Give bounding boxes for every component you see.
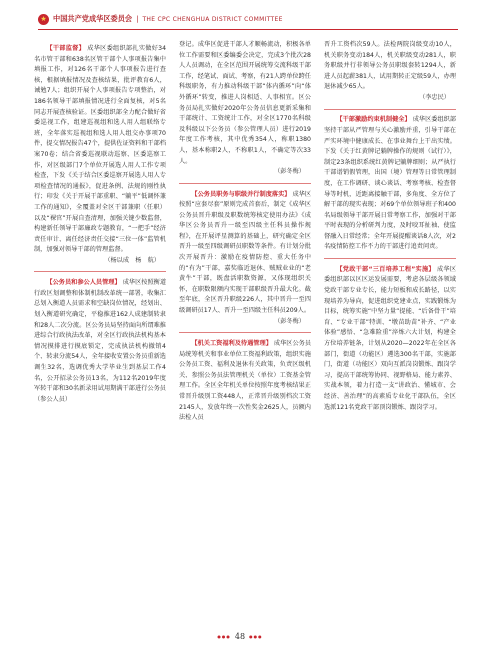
section-heading: 【干部激励约束机制健全】 [336, 116, 411, 124]
article-columns [34, 40, 456, 620]
party-emblem-icon [38, 14, 49, 25]
section-body: 成华区公务员局统筹机关和事业单位工资福利政策，组织实施公务员工资、福利及退休有关政策，负责区级机关、参照公务员法管理机关（单位）工资基金管理工作。全区全年机关单位按照年度考核结果正常晋升级别工资448人，正常晋升级别档次工资2145人，发放年终一次性奖金2625人，员额内法检人员 [179, 340, 311, 422]
section-divider [324, 109, 456, 110]
author-signature: （李忠民） [419, 93, 450, 101]
section-divider [34, 271, 166, 272]
section-divider [324, 258, 456, 259]
header-divider [38, 29, 458, 30]
section-heading: 【公务员职务与职级并行制度落实】 [191, 190, 291, 198]
section-divider [179, 183, 311, 184]
section-paragraph [34, 44, 166, 256]
section-body: 成华区按照衡道行政区划调整和体制机制改革统一部署，收集汇总划入衡道人员需求和空缺岗位情况，经划出、划入衡道研究确定，平稳推进162人成建制转隶和28人二次分流。区公务员局坚持面向所谓难推进综合行政执法改革，对全区行政执法机构基本情况摸排进行摸底锁定，完成执法机构撤销4个、转隶分流54人，全年接收安置公务员重新选调生32名，选调优秀大学毕业生到基层工作4名，公开招录公务员13名，为112名2019年度军转干部和30名新录用试用期满干部进行公务员（参公人员） [34, 279, 166, 403]
section-paragraph [324, 115, 456, 253]
page-number: 48 [234, 632, 246, 641]
section-heading: 【干部监督】 [46, 45, 86, 52]
section-paragraph [34, 278, 166, 405]
section-divider [179, 332, 311, 333]
continued-paragraph: 登记。成华区促进干部人才顺畅流动，积极各单位工作需要和区委编委会决定，完成3个批次28人人员调动，在全区范围开展统筹交流科级干部工作，经笔试、面试、考察，有21人跨单位跨任科级职务，有力推动科级干部“体内循环”向“体外循环”转变，推进人岗相适、人事相宜。区公务员局扎实做好2020年公务员信息更新采集和干部统计、工资统计工作，对全区1770名科级及科级以下公务员（参公管理人员）进行2019年度工作考核，其中优秀354人，称职1380人，基本称职2人，不称职1人，不确定等次33人。 [179, 41, 311, 165]
section-heading: 【机关工资福利及待遇管理】 [191, 340, 272, 348]
section-body: 成华区委组织部以区区运发展需要，考虑各层级各领域党政干部专业专长，能力短板和成长路径，以实现培养为导向，促进组织党建业点，实践锻炼为目标，统筹实施“中坚力量”提能、“后备骨干”培育、“专业干部”特训、“墩苗助苗”补齐、“产业体验”感悟、“急难险重”淬炼六大计划，构建全方位培养链条，计划从2020—2022年在全区各部门，街道（功能区）遴选300名干部，实施部门，街道（功能区）双向互派岗岗锻炼、跟岗学习，提高干部统筹协同、视野格局、能力素养、实战本领，着力打造一支“讲政治、懂城市、会经济、善治理”的高素质专业化干部队伍，全区选派121名党政干部顶岗锻炼、跟岗学习。 [324, 265, 456, 411]
author-signature: （杨以成 杨 航） [104, 256, 160, 264]
page-footer [0, 632, 480, 641]
section-body: 成华区委组织部扎实做好34名市管干部和638名区管干部个人事项报告集中填报工作，对126名干部个人事项报告进行查核，根据填报情况及查核结果，批评教育6人，诫勉7人；组织开展个人事项报告专项整治，对186名领导干部填报情况进行全面复核，对5名同志开展查核验证。区委组织部全力配合做好省委巡视工作，组建巡视组和选人用人组联络专班，全年落实巡视组和选人用人组交办事项70件，提交情况报告47个，提供佐证资料和干部档案70卷；结合省委巡视联动巡察、区委巡察工作，对区级部门7个单位开展选人用人工作专项检查，下发《关于结合区委巡察开展选人用人专项检查情况的通报》，促进条例、法规的刚性执行；印发《关于开展干部重职、“躺平”低调怀兼工作的通知》，全覆盖对全区干部兼职（任职）以及“裸官”开展自查清理，加强关键少数监督，构建新任领导干部廉政专题教育，“一把手”经济责任审计、离任经济责任交接“三位一体”监管机制，加强对领导干部的管理监督。 [34, 45, 166, 254]
section-heading: 【公务员和参公人员管理】 [46, 279, 121, 287]
footer-ornament-left: ●●● [217, 634, 231, 639]
text-column-1 [34, 40, 166, 620]
continued-paragraph: 晋升工资档次59人。法检两院岗级变动10人，机关职务变动184人，机关职级变动281人，职务职级并行非领导公务员职级套转1294人，新进人员起薪381人，试用期转正定级59人，办理退休减少65人。 [324, 41, 456, 91]
section-paragraph [179, 190, 311, 317]
section-body: 成华区按照“应套尽套”原则完成首套后，制定《成华区公务员晋升职级及职数统筹核定使用办法》《成华区公务员晋升一级至四级主任科员操作规程》，在开展评星测算的基础上，研究确定全区晋升一级至四级调研员职数等条件。有计划分批次开展晋升：激励在疫情防控、重大任务中的“有为”干部，嘉奖临近退休、贼贼业业的“老黄牛”干部，既盘活职数资源，又体现组织关怀，在职数限额内实现干部职级晋升最大化。截至年底，全区晋升职级226人，其中晋升一至四级调研员17人、晋升一至四级主任科员209人。 [179, 190, 311, 315]
text-column-2 [179, 40, 311, 620]
header-title: 中国共产党成华区委员会 [53, 14, 133, 23]
section-body: 成华区委组织部坚持干部从严管理与关心激励并重，引导干部在严实环境中健康成长、在事业舞台上干出实绩。下发《关于红黄牌记躺牌操作的规则（试行）》，制定23条组织系统红黄牌记躺牌细则；从严执行干部谱销假管理，出国（境）管理等日常管理制度，在工作调研、谈心谈话、考察考核、检查督导等时机，近距离接触干部，多角度、全方位了解干部的现实表现；对69个单位领导班子和400名局级领导干部开展日常考察工作，加强对干部平时表现的分析研判力度，及时咬耳扯袖、使监督融入日常经常；全年开展提醒谈话8人次，对2名疫情防控工作不力的干部进行追责问责。 [324, 116, 456, 251]
header-separator: | [136, 15, 139, 23]
header-english-title: THE CPC CHENGHUA DISTRICT COMMITTEE [142, 15, 283, 23]
section-paragraph [179, 339, 311, 424]
page-header [38, 10, 458, 28]
footer-ornament-right: ●●● [249, 634, 263, 639]
author-signature: （彭冬梅） [274, 317, 305, 325]
author-signature: （彭冬梅） [274, 168, 305, 176]
text-column-3 [324, 40, 456, 620]
section-heading: 【党政干部“三百培养工程”实施】 [336, 265, 435, 273]
section-paragraph [324, 265, 456, 413]
